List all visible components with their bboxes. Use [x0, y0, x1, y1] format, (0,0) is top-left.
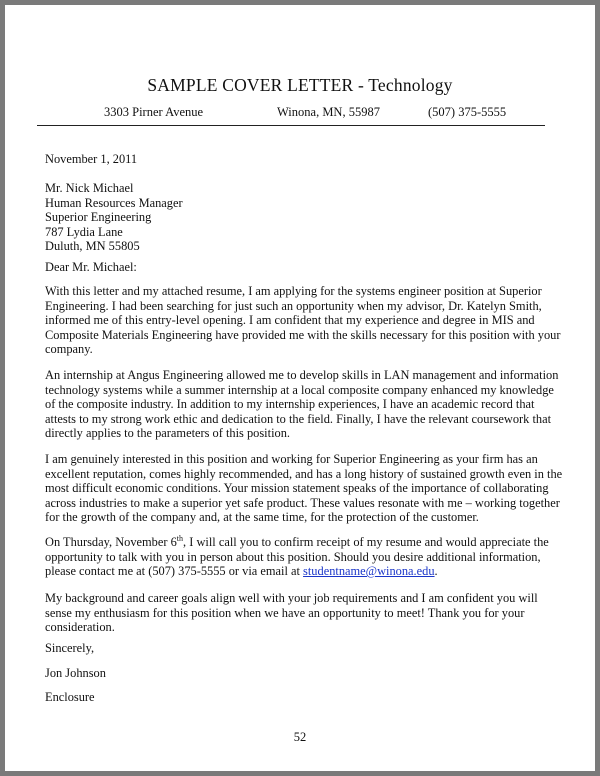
- paragraph-1: [45, 284, 575, 357]
- recipient-street: 787 Lydia Lane: [45, 224, 123, 239]
- paragraph-line: Engineering. I had been searching for just such an opportunity when my advisor, Dr. Katelyn Smith,: [45, 298, 542, 313]
- paragraph-3: [45, 452, 575, 525]
- recipient-company: Superior Engineering: [45, 210, 152, 225]
- salutation-text: Dear Mr. Michael:: [45, 260, 137, 274]
- paragraph-line: sense my enthusiasm for this position when we have an opportunity to meet! Thank you for your: [45, 605, 525, 620]
- salutation: [45, 260, 575, 275]
- paragraph-text: .: [434, 564, 438, 579]
- recipient-block: [45, 181, 575, 254]
- paragraph-line: An internship at Angus Engineering allowed me to develop skills in LAN management and information: [45, 368, 559, 382]
- letter-date: [45, 152, 575, 167]
- paragraph-line: company.: [45, 342, 93, 357]
- paragraph-line: Composite Materials Engineering have provided me with the skills necessary for this position with your: [45, 327, 561, 342]
- signature-name: Jon Johnson: [45, 666, 106, 680]
- contact-phone: (507) 375-5555: [428, 105, 507, 119]
- paragraph-5: [45, 591, 575, 635]
- recipient-city: Duluth, MN 55805: [45, 239, 140, 254]
- email-link[interactable]: studentname@winona.edu: [303, 564, 435, 579]
- paragraph-line: [45, 564, 575, 579]
- paragraph-line: across industries to make a superior yet safe product. These values resonate with me – working together: [45, 495, 560, 510]
- paragraph-line: informed me of this entry-level opening. I am confident that my experience and degree in MIS and: [45, 313, 535, 328]
- contact-header: [37, 105, 545, 126]
- signature: [45, 666, 575, 681]
- paragraph-text: , I will call you to confirm receipt of my resume and would appreciate the: [183, 535, 549, 549]
- contact-street: 3303 Pirner Avenue: [104, 105, 204, 119]
- paragraph-line: With this letter and my attached resume, I am applying for the systems engineer position at Superior: [45, 284, 542, 298]
- paragraph-2: [45, 368, 575, 441]
- page-number: 52: [293, 730, 307, 744]
- contact-city: Winona, MN, 55987: [277, 105, 380, 119]
- paragraph-line: excellent reputation, comes highly recommended, and has a long history of sustained growth even in the: [45, 466, 563, 481]
- paragraph-line: My background and career goals align well with your job requirements and I am confident you will: [45, 591, 538, 605]
- paragraph-line: [45, 535, 575, 550]
- closing-text: Sincerely,: [45, 641, 95, 655]
- paragraph-line: directly applies to the parameters of this position.: [45, 426, 290, 441]
- document-page: [5, 5, 595, 771]
- paragraph-line: consideration.: [45, 620, 115, 635]
- paragraph-4: [45, 535, 575, 579]
- paragraph-line: for the growth of the company and, at the same time, for the protection of the customer.: [45, 510, 479, 525]
- closing: [45, 641, 575, 656]
- recipient-title: Human Resources Manager: [45, 195, 183, 210]
- paragraph-line: most difficult economic conditions. Your mission statement speaks of the importance of collaborating: [45, 481, 549, 496]
- paragraph-line: I am genuinely interested in this position and working for Superior Engineering as your firm has an: [45, 452, 538, 466]
- enclosure-text: Enclosure: [45, 690, 95, 704]
- document-title: SAMPLE COVER LETTER - Technology: [147, 75, 453, 95]
- paragraph-line: of the composite industry. In addition to my internship experiences, I have an academic record that: [45, 397, 535, 412]
- paragraph-text: On Thursday, November 6: [45, 535, 177, 549]
- paragraph-line: opportunity to talk with you in person about this position. Should you desire additional information,: [45, 549, 541, 564]
- paragraph-line: technology systems while a summer internship at a local composite company enhanced my knowledge: [45, 382, 554, 397]
- enclosure: [45, 690, 575, 705]
- recipient-name: Mr. Nick Michael: [45, 181, 134, 195]
- date-text: November 1, 2011: [45, 152, 138, 166]
- paragraph-text: please contact me at (507) 375-5555 or via email at: [45, 564, 304, 579]
- paragraph-line: attests to my strong work ethic and dedication to the field. Finally, I have the relevant coursework that: [45, 411, 552, 426]
- ordinal-suffix: th: [176, 533, 184, 543]
